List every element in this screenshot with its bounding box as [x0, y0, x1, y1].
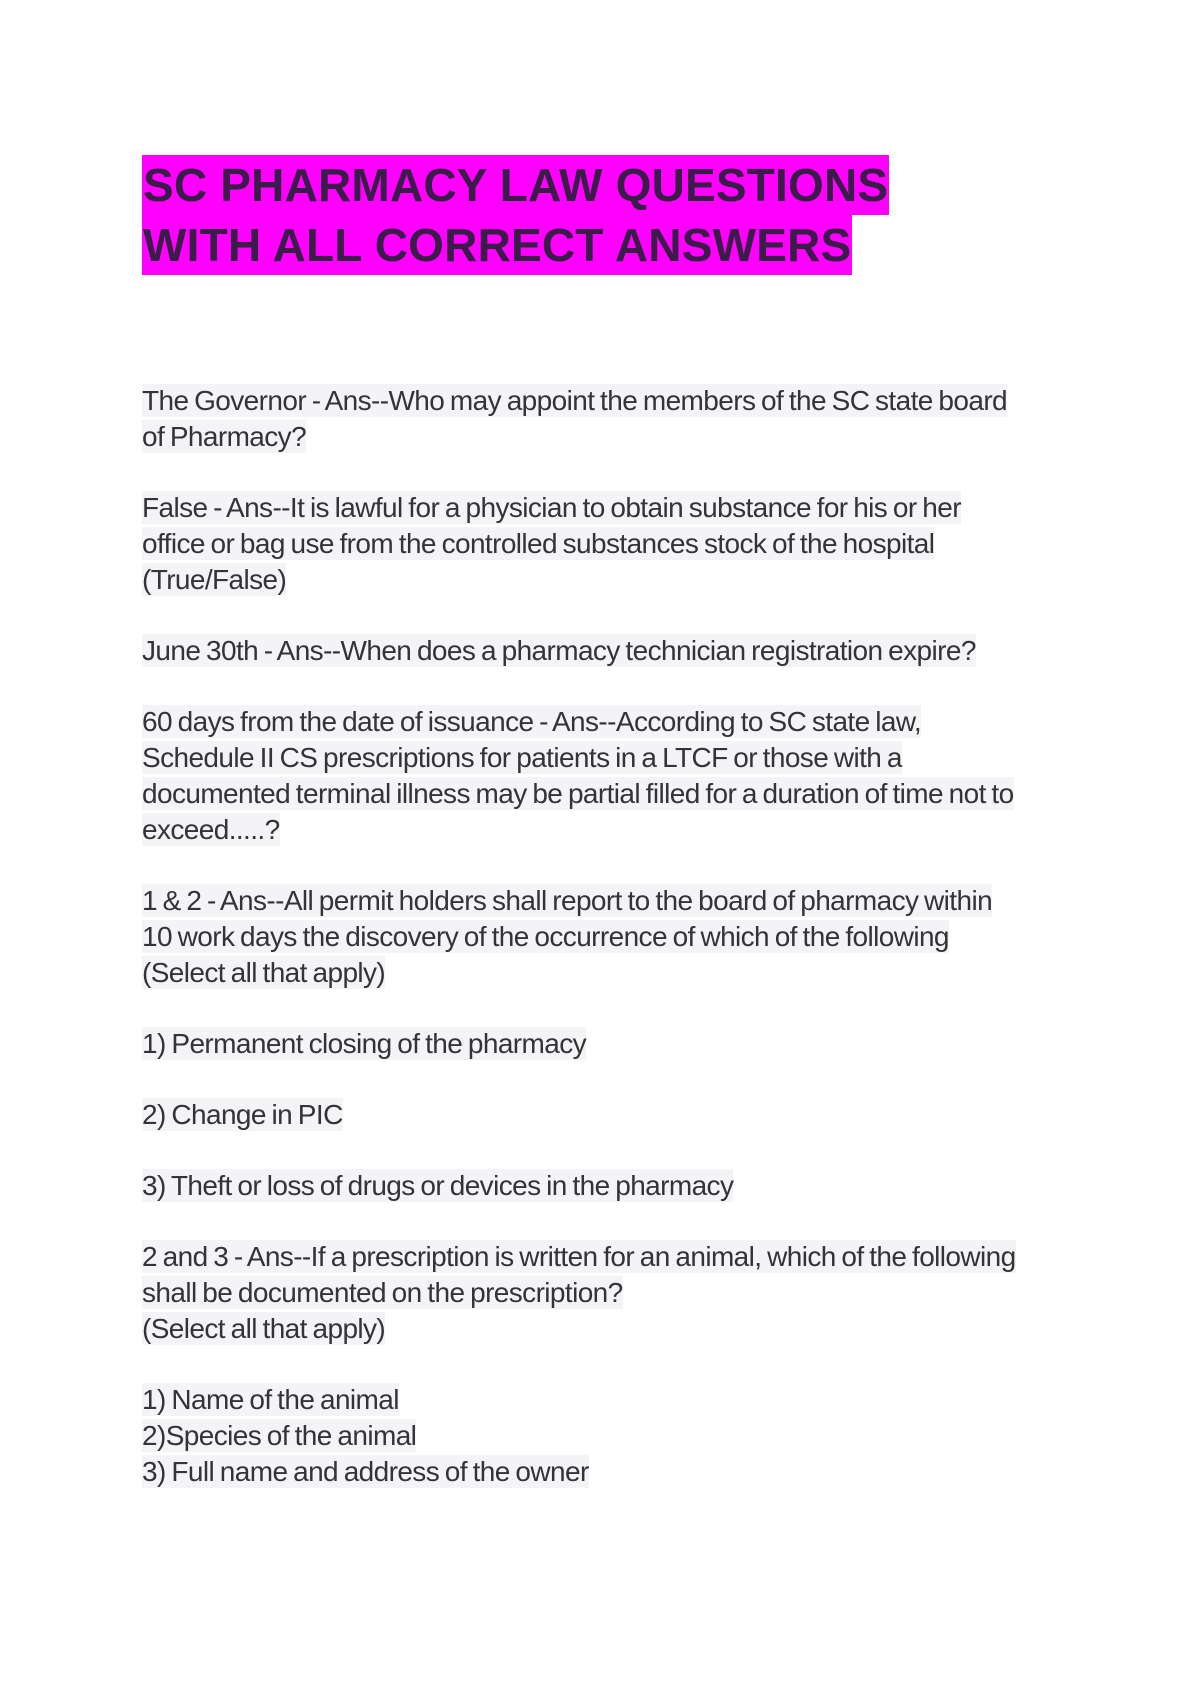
text-line: 1) Permanent closing of the pharmacy [142, 1028, 587, 1059]
qa-paragraph-2 [142, 490, 1082, 598]
text-line: 10 work days the discovery of the occurrence of which of the following [142, 921, 949, 952]
text-line: (True/False) [142, 564, 287, 595]
text-line: 60 days from the date of issuance - Ans--According to SC state law, [142, 706, 922, 737]
text-line: The Governor - Ans--Who may appoint the members of the SC state board [142, 385, 1008, 416]
text-line: (Select all that apply) [142, 1313, 386, 1344]
document-title [142, 155, 1042, 275]
qa-paragraph-5 [142, 883, 1082, 991]
text-line: 2) Change in PIC [142, 1099, 343, 1130]
text-line: 2)Species of the animal [142, 1420, 417, 1451]
title-line-1: SC PHARMACY LAW QUESTIONS [142, 155, 889, 215]
qa-paragraph-3 [142, 633, 1082, 669]
text-line: 1 & 2 - Ans--All permit holders shall report to the board of pharmacy within [142, 885, 993, 916]
text-line: 3) Theft or loss of drugs or devices in the pharmacy [142, 1170, 734, 1201]
option-item-3 [142, 1168, 1082, 1204]
text-line: 3) Full name and address of the owner [142, 1456, 589, 1487]
text-line: of Pharmacy? [142, 421, 307, 452]
text-line: exceed.....? [142, 814, 280, 845]
qa-paragraph-6 [142, 1239, 1082, 1347]
text-line: documented terminal illness may be partial filled for a duration of time not to [142, 778, 1014, 809]
qa-paragraph-4 [142, 704, 1082, 848]
text-line: June 30th - Ans--When does a pharmacy technician registration expire? [142, 635, 976, 666]
text-line: 1) Name of the animal [142, 1384, 399, 1415]
text-line: (Select all that apply) [142, 957, 386, 988]
option-item-1 [142, 1026, 1082, 1062]
text-line: shall be documented on the prescription? [142, 1277, 623, 1308]
qa-paragraph-1 [142, 383, 1082, 455]
option-list [142, 1382, 1082, 1490]
text-line: 2 and 3 - Ans--If a prescription is written for an animal, which of the following [142, 1241, 1016, 1272]
text-line: office or bag use from the controlled substances stock of the hospital [142, 528, 935, 559]
text-line: False - Ans--It is lawful for a physician to obtain substance for his or her [142, 492, 961, 523]
title-line-2: WITH ALL CORRECT ANSWERS [142, 215, 852, 275]
option-item-2 [142, 1097, 1082, 1133]
qa-content [142, 383, 1082, 1490]
text-line: Schedule II CS prescriptions for patients in a LTCF or those with a [142, 742, 902, 773]
